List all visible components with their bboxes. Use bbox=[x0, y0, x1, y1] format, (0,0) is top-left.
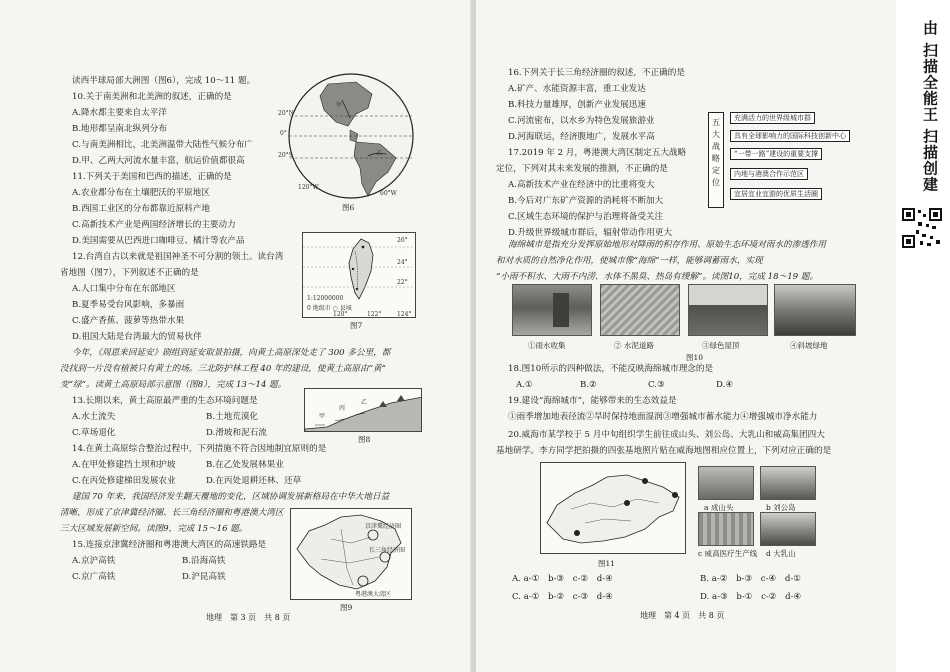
fig11-photo-c bbox=[698, 512, 754, 546]
q15-option-b: B.沿海高铁 bbox=[182, 556, 226, 566]
fig10-photo-cement-road bbox=[600, 284, 680, 336]
fig8-label-bing: 丙 bbox=[339, 405, 346, 412]
q14-option-c: C.在丙处修建梯田发展农业 bbox=[72, 476, 176, 486]
q15-option-c: C.京广高铁 bbox=[72, 572, 116, 582]
q15-stem: 15.连接京津冀经济圈和粤港澳大湾区的高速铁路是 bbox=[72, 540, 267, 550]
fig10-photo-rain-collection bbox=[512, 284, 592, 336]
figure-11-weihai-map bbox=[540, 462, 686, 554]
q13-stem: 13.长期以来，黄土高原最严重的生态环境问题是 bbox=[72, 396, 258, 406]
fig11-caption-a: a 成山头 bbox=[704, 503, 734, 512]
q11-option-a: A.农业都分布在土壤肥沃的平原地区 bbox=[72, 188, 210, 198]
figure-8-caption: 图8 bbox=[358, 435, 371, 444]
fig11-photo-a bbox=[698, 466, 754, 500]
fig7-scale: 1:12000000 bbox=[307, 295, 344, 302]
q10-option-a: A.降水都主要来自太平洋 bbox=[72, 108, 167, 118]
fig8-label-yi: 乙 bbox=[361, 399, 368, 406]
q13-option-b: B.土地荒漠化 bbox=[206, 412, 259, 422]
strategy-item-2: 具有全球影响力的国际科技创新中心 bbox=[730, 130, 850, 142]
q10-option-c: C.与南美洲相比，北美洲温带大陆性气候分布广 bbox=[72, 140, 253, 150]
fig7-lat-24: 24° bbox=[397, 259, 408, 266]
figure-10-caption: 图10 bbox=[686, 353, 704, 362]
q11-stem: 11.下列关于美国和巴西的描述，正确的是 bbox=[72, 172, 232, 182]
q18-option-a: A.① bbox=[516, 380, 533, 390]
q13-option-a: A.水土流失 bbox=[72, 412, 116, 422]
fig11-caption-b: b 刘公岛 bbox=[766, 503, 796, 512]
fig9-label-changsanjiao: 长三角经济圈 bbox=[369, 547, 406, 554]
q17-option-a: A.高新技术产业在经济中的比重将变大 bbox=[508, 180, 655, 190]
q16-stem: 16.下列关于长三角经济圈的叙述，不正确的是 bbox=[508, 68, 685, 78]
q17-stem-line1: 17.2019 年 2 月，粤港澳大湾区制定五大战略 bbox=[508, 148, 687, 158]
q20-option-b: B. a-② b-③ c-④ d-① bbox=[700, 574, 801, 584]
q12-option-d: D.祖国大陆是台湾最大的贸易伙伴 bbox=[72, 332, 202, 342]
q14-option-a: A.在甲处修建挡土坝和护坡 bbox=[72, 460, 176, 470]
q20-stem-line2: 基地研学。李方同学把拍摄的四张基地照片贴在威海地图相应位置上，下列对应正确的是 bbox=[496, 446, 832, 456]
fig10-caption-4: ④斜坡绿地 bbox=[790, 341, 828, 350]
fig7-lon-122: 122° bbox=[367, 311, 382, 318]
fig6-lon-60w: 60°W bbox=[380, 190, 397, 197]
q11-option-d: D.美国需要从巴西进口咖啡豆、橘汁等农产品 bbox=[72, 236, 245, 246]
fig6-lon-120w: 120°W bbox=[298, 184, 319, 191]
q19-stem: 19.建设“海绵城市”，能够带来的生态效益是 bbox=[508, 396, 677, 406]
q20-option-c: C. a-① b-② c-③ d-④ bbox=[512, 592, 613, 602]
q20-stem-line1: 20.威海市某学校于 5 月中旬组织学生前往成山头、刘公岛、大乳山和威高集团四大 bbox=[508, 430, 825, 440]
passage-loess-line2: 没找到一片没有植被只有黄土的场。三北防护林工程 40 年的建设，使黄土高原由“黄” bbox=[60, 364, 386, 374]
fig7-lon-120: 120° bbox=[333, 311, 348, 318]
q14-option-d: D.在丙处退耕还林、还草 bbox=[206, 476, 302, 486]
fig6-label-jia: 甲 bbox=[336, 102, 343, 109]
figure-9-caption: 图9 bbox=[340, 603, 353, 612]
figure-11-caption: 图11 bbox=[598, 559, 616, 568]
figure-6-globe bbox=[276, 72, 426, 200]
q20-option-d: D. a-③ b-① c-② d-④ bbox=[700, 592, 802, 602]
right-page-footer: 地理 第 4 页 共 8 页 bbox=[640, 611, 725, 620]
fig11-caption-c: c 威高医疗生产线 bbox=[698, 549, 758, 558]
q13-option-d: D.滑坡和泥石流 bbox=[206, 428, 267, 438]
strategy-title: 五大战略定位 bbox=[708, 112, 724, 208]
fig7-lat-22: 22° bbox=[397, 279, 408, 286]
left-page-footer: 地理 第 3 页 共 8 页 bbox=[206, 613, 291, 622]
q12-option-a: A.人口集中分布在东部地区 bbox=[72, 284, 176, 294]
q12-stem-line2: 省地图（图7），下列叙述不正确的是 bbox=[60, 268, 199, 278]
passage-loess-line1: 今年，《周恩来回延安》剧组到延安取景拍摄，向黄土高原深处走了 300 多公里，都 bbox=[72, 348, 391, 358]
strategy-item-1: 充满活力的世界级城市群 bbox=[730, 112, 815, 124]
q12-option-c: C.盛产香蕉、菠萝等热带水果 bbox=[72, 316, 185, 326]
fig7-lon-124: 124° bbox=[397, 311, 412, 318]
fig11-caption-d: d 大乳山 bbox=[766, 549, 796, 558]
fig10-caption-2: ② 水泥道路 bbox=[614, 341, 654, 350]
passage-economy-line3: 三大区域发展新空间。读图9，完成 15～16 题。 bbox=[60, 524, 248, 534]
figure-9-china-map bbox=[290, 508, 412, 600]
q10-option-d: D.甲、乙两大河流水量丰富，航运价值都很高 bbox=[72, 156, 245, 166]
passage-economy-line1: 建国 70 年来，我国经济发生翻天覆地的变化，区域协调发展新格局在中华大地日益 bbox=[72, 492, 390, 502]
passage-sponge-line1: 海绵城市是指充分发挥原始地形对降雨的积存作用、原始生态环境对雨水的渗透作用 bbox=[508, 240, 826, 250]
fig6-lat-0: 0° bbox=[280, 130, 287, 137]
q14-stem: 14.在黄土高原综合整治过程中，下列措施不符合因地制宜原则的是 bbox=[72, 444, 327, 454]
q13-option-c: C.草场退化 bbox=[72, 428, 116, 438]
passage-sponge-line2: 和对水质的自然净化作用，使城市像“海绵”一样，能够调蓄雨水，实现 bbox=[496, 256, 763, 266]
q18-option-d: D.④ bbox=[716, 380, 734, 390]
figure-6-caption: 图6 bbox=[342, 203, 355, 212]
q12-stem-line1: 12.台湾自古以来就是祖国神圣不可分割的领土。读台湾 bbox=[72, 252, 284, 262]
qr-code-icon bbox=[902, 208, 942, 248]
fig6-label-yi: 乙 bbox=[376, 150, 383, 157]
fig10-photo-sloped-greenland bbox=[774, 284, 856, 336]
q15-option-d: D.沪昆高铁 bbox=[182, 572, 226, 582]
fig7-lat-26: 26° bbox=[397, 237, 408, 244]
fig11-photo-b bbox=[760, 466, 816, 500]
q15-option-a: A.京沪高铁 bbox=[72, 556, 116, 566]
q16-option-b: B.科技力量雄厚，创新产业发展迅速 bbox=[508, 100, 646, 110]
fig8-label-jia: 甲 bbox=[319, 413, 326, 420]
q18-option-c: C.③ bbox=[648, 380, 665, 390]
intro-text: 读西半球局部大洲图（图6），完成 10～11 题。 bbox=[72, 76, 256, 86]
q18-option-b: B.② bbox=[580, 380, 597, 390]
q16-option-d: D.河海联运，经济腹地广，发展水平高 bbox=[508, 132, 655, 142]
fig7-legend: 0 地级市 ○ 县城 bbox=[307, 305, 352, 312]
q16-option-c: C.河流密布，以水乡为特色发展旅游业 bbox=[508, 116, 655, 126]
q12-option-b: B.夏季易受台风影响，多暴雨 bbox=[72, 300, 185, 310]
q17-stem-line2: 定位，下列对其未来发展的推测，不正确的是 bbox=[496, 164, 668, 174]
q17-option-c: C.区域生态环境的保护与治理将备受关注 bbox=[508, 212, 664, 222]
q11-option-c: C.高新技术产业是两国经济增长的主要动力 bbox=[72, 220, 236, 230]
strategy-item-5: 宜居宜业宜游的优质生活圈 bbox=[730, 188, 822, 200]
figure-7-caption: 图7 bbox=[350, 321, 363, 330]
q19-choices-line: ①雨季增加地表径流②旱时保持地面湿润③增强城市蓄水能力④增强城市净水能力 bbox=[508, 412, 818, 422]
passage-loess-line3: 变“绿”。读黄土高原局部示意图（图8），完成 13～14 题。 bbox=[60, 380, 287, 390]
q14-option-b: B.在乙处发展林果业 bbox=[206, 460, 284, 470]
q17-option-d: D.升级世界级城市群后，辐射带动作用更大 bbox=[508, 228, 673, 238]
passage-economy-line2: 清晰，形成了京津冀经济圈、长三角经济圈和粤港澳大湾区 bbox=[60, 508, 284, 518]
passage-sponge-line3: “小雨不积水、大雨不内涝、水体不黑臭、热岛有缓解”。读图10，完成 18～19 题。 bbox=[496, 272, 819, 282]
q10-option-b: B.地形都呈南北纵列分布 bbox=[72, 124, 167, 134]
fig10-caption-3: ③绿色屋顶 bbox=[702, 341, 740, 350]
fig9-label-jingjinji: 京津冀经济圈 bbox=[365, 523, 402, 530]
fig10-caption-1: ①雨水收集 bbox=[528, 341, 566, 350]
figure-8-loess-profile bbox=[304, 388, 422, 432]
fig6-lat-20n: 20°N bbox=[278, 110, 294, 117]
q16-option-a: A.矿产、水能资源丰富，重工业发达 bbox=[508, 84, 646, 94]
strategy-item-4: 内地与港澳合作示范区 bbox=[730, 168, 808, 180]
scanner-brand-text: 由 扫描全能王 扫描创建 bbox=[921, 20, 939, 193]
q18-stem: 18.图10所示的四种做法，不能反映海绵城市理念的是 bbox=[508, 364, 714, 374]
fig11-photo-d bbox=[760, 512, 816, 546]
figure-7-taiwan-map bbox=[302, 232, 416, 318]
strategy-item-3: “一带一路”建设的重要支撑 bbox=[730, 148, 822, 160]
q17-option-b: B.今后对广东矿产资源的消耗将不断加大 bbox=[508, 196, 664, 206]
fig10-photo-green-roof bbox=[688, 284, 768, 336]
q10-stem: 10.关于南美洲和北美洲的叙述，正确的是 bbox=[72, 92, 232, 102]
fig9-label-dawanqu: 粤港澳大湾区 bbox=[355, 591, 392, 598]
q20-option-a: A. a-① b-③ c-② d-④ bbox=[512, 574, 613, 584]
fig6-lat-20s: 20°S bbox=[278, 152, 293, 159]
q11-option-b: B.西国工业区的分布都靠近原料产地 bbox=[72, 204, 210, 214]
